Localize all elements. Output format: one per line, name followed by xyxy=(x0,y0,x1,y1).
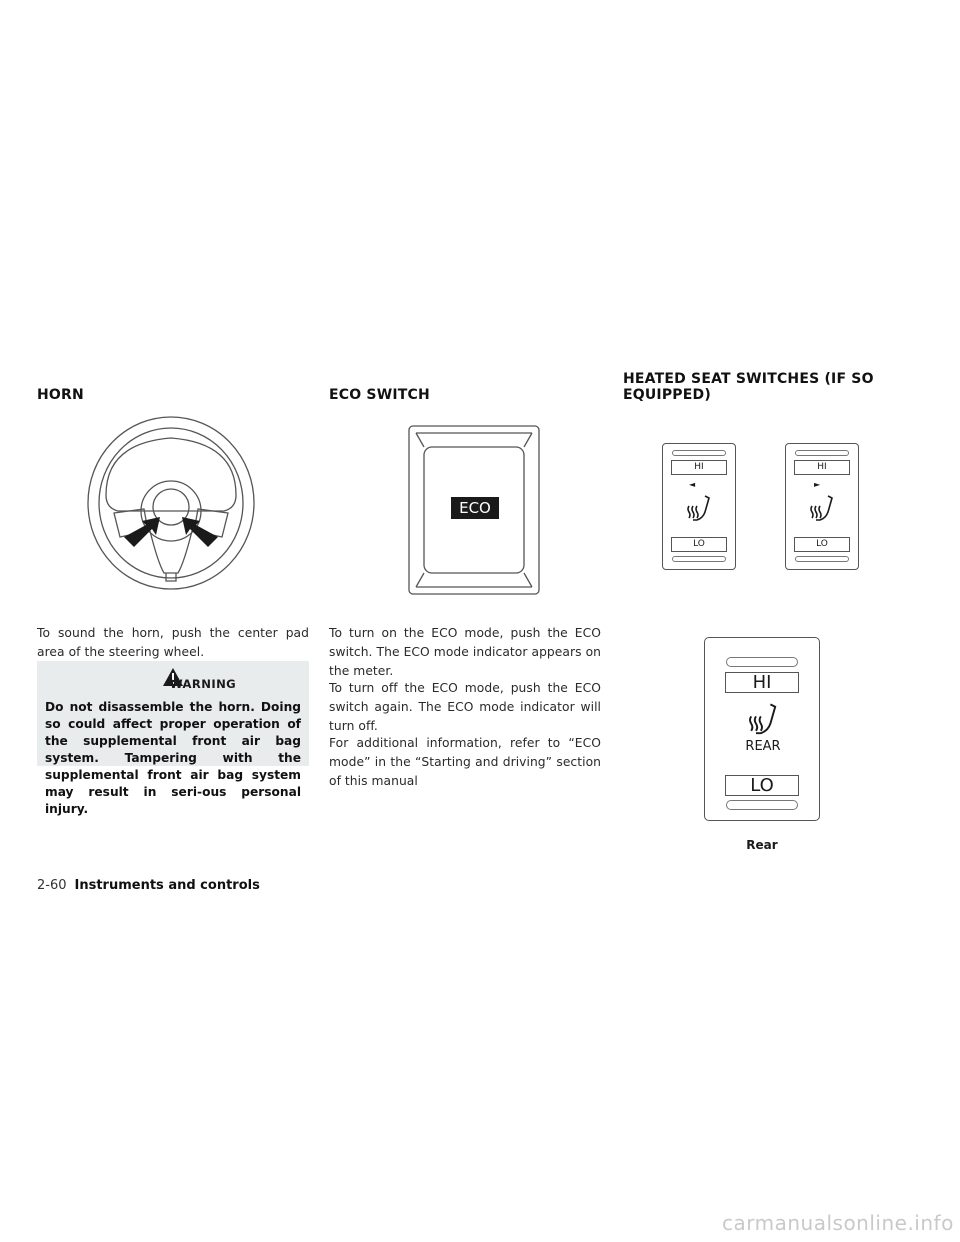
horn-paragraph: To sound the horn, push the center pad area of the steering wheel. xyxy=(37,626,309,659)
steering-wheel-icon xyxy=(86,413,256,593)
horn-heading: HORN xyxy=(37,387,84,403)
page-footer xyxy=(37,878,260,893)
switch-ridge-bottom xyxy=(795,556,849,562)
warning-text: Do not disassemble the horn. Doing so could affect proper operation of the supplemental front air bag system. Tampering with the supplemental front air bag system may result in seri-ous personal injury. xyxy=(45,700,301,816)
eco-heading: ECO SWITCH xyxy=(329,387,430,403)
warning-label: WARNING xyxy=(169,677,237,691)
steering-wheel-illustration xyxy=(86,413,256,593)
seat-heater-icon xyxy=(683,494,713,524)
left-arrow-icon: ◄ xyxy=(689,480,696,489)
seat-heater-icon xyxy=(806,494,836,524)
page-number: 2-60 xyxy=(37,878,67,893)
rear-lo-label: LO xyxy=(725,775,799,796)
heated-seat-heading-line2: EQUIPPED) xyxy=(623,387,711,403)
eco-indicator-label: ECO xyxy=(451,497,499,519)
switch-ridge-top xyxy=(672,450,726,456)
switch-ridge-top xyxy=(726,657,798,667)
front-right-hi-label: HI xyxy=(794,460,850,475)
front-left-lo-label: LO xyxy=(671,537,727,552)
section-title: Instruments and controls xyxy=(74,878,260,893)
switch-ridge-top xyxy=(795,450,849,456)
switch-ridge-bottom xyxy=(672,556,726,562)
rear-label: REAR xyxy=(745,739,781,754)
switch-ridge-bottom xyxy=(726,800,798,810)
front-left-heated-seat-switch xyxy=(662,443,736,570)
eco-paragraph-1: To turn on the ECO mode, push the ECO switch. The ECO mode indicator appears on the meter. xyxy=(329,626,601,678)
eco-paragraph-2: To turn off the ECO mode, push the ECO switch again. The ECO mode indicator will turn off. xyxy=(329,681,601,733)
watermark: carmanualsonline.info xyxy=(722,1211,954,1235)
rear-caption: Rear xyxy=(746,838,778,852)
warning-box xyxy=(37,661,309,816)
eco-paragraph-3: For additional information, refer to “ECO mode” in the “Starting and driving” section of this manual xyxy=(329,736,601,788)
rear-hi-label: HI xyxy=(725,672,799,693)
heated-seat-heading-line1: HEATED SEAT SWITCHES (IF SO xyxy=(623,371,874,387)
eco-switch-illustration xyxy=(408,425,540,595)
front-right-heated-seat-switch xyxy=(785,443,859,570)
rear-heated-seat-switch xyxy=(704,637,820,821)
seat-heater-icon xyxy=(743,702,781,738)
front-right-lo-label: LO xyxy=(794,537,850,552)
right-arrow-icon: ► xyxy=(814,480,821,489)
front-left-hi-label: HI xyxy=(671,460,727,475)
